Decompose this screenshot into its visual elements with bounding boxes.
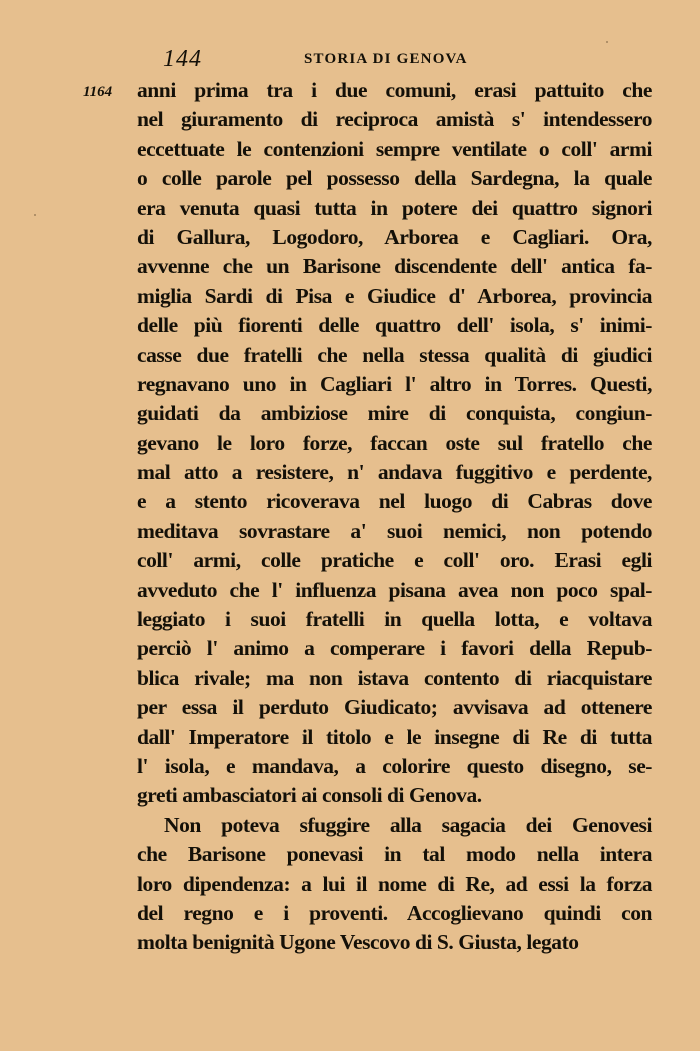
- text-line: guidati da ambiziose mire di conquista, congiun-: [137, 401, 652, 426]
- text-line: per essa il perduto Giudicato; avvisava ad ottenere: [137, 695, 652, 720]
- text-line: e a stento ricoverava nel luogo di Cabras dove: [137, 489, 652, 514]
- text-line: Non poteva sfuggire alla sagacia dei Genovesi: [164, 812, 652, 837]
- text-line: anni prima tra i due comuni, erasi pattuito che: [137, 78, 652, 102]
- text-line: avveduto che l' influenza pisana avea non poco spal-: [137, 577, 652, 602]
- text-line: miglia Sardi di Pisa e Giudice d' Arborea, provincia: [137, 283, 652, 308]
- text-line: gevano le loro forze, faccan oste sul fratello che: [137, 430, 652, 455]
- page-number: 144: [163, 46, 202, 72]
- text-line: greti ambasciatori ai consoli di Genova.: [137, 783, 482, 808]
- paper-speck: [34, 214, 36, 216]
- text-line: eccettuate le contenzioni sempre ventilate o coll' armi: [137, 136, 652, 161]
- text-line: delle più fiorenti delle quattro dell' isola, s' inimi-: [137, 313, 652, 338]
- margin-year-note: 1164: [83, 84, 113, 100]
- text-line: coll' armi, colle pratiche e coll' oro. Erasi egli: [137, 548, 652, 573]
- running-title: STORIA DI GENOVA: [304, 51, 468, 67]
- text-line: perciò l' animo a comperare i favori della Repub-: [137, 636, 652, 661]
- text-line: dall' Imperatore il titolo e le insegne di Re di tutta: [137, 724, 652, 749]
- text-line: o colle parole pel possesso della Sardegna, la quale: [137, 166, 652, 191]
- text-line: regnavano uno in Cagliari l' altro in Torres. Questi,: [137, 371, 652, 396]
- text-line: l' isola, e mandava, a colorire questo disegno, se-: [137, 753, 652, 778]
- text-line: leggiato i suoi fratelli in quella lotta, e voltava: [137, 607, 652, 632]
- text-line: che Barisone ponevasi in tal modo nella intera: [137, 842, 652, 867]
- text-line: del regno e i proventi. Accoglievano quindi con: [137, 900, 652, 925]
- text-line: era venuta quasi tutta in potere dei quattro signori: [137, 195, 652, 220]
- page-header: [0, 46, 700, 76]
- text-line: loro dipendenza: a lui il nome di Re, ad essi la forza: [137, 871, 652, 896]
- text-line: casse due fratelli che nella stessa qualità di giudici: [137, 342, 652, 367]
- body-text: [137, 76, 652, 958]
- text-line: molta benignità Ugone Vescovo di S. Giusta, legato: [137, 930, 579, 955]
- text-line: nel giuramento di reciproca amistà s' intendessero: [137, 107, 652, 132]
- paragraph: [137, 76, 652, 811]
- text-line: mal atto a resistere, n' andava fuggitivo e perdente,: [137, 460, 652, 485]
- paper-speck: [606, 41, 608, 43]
- text-line: blica rivale; ma non istava contento di riacquistare: [137, 665, 652, 690]
- text-line: avvenne che un Barisone discendente dell' antica fa-: [137, 254, 652, 279]
- paragraph: [137, 811, 652, 958]
- text-line: meditava sovrastare a' suoi nemici, non potendo: [137, 518, 652, 543]
- text-line: di Gallura, Logodoro, Arborea e Cagliari. Ora,: [137, 224, 652, 249]
